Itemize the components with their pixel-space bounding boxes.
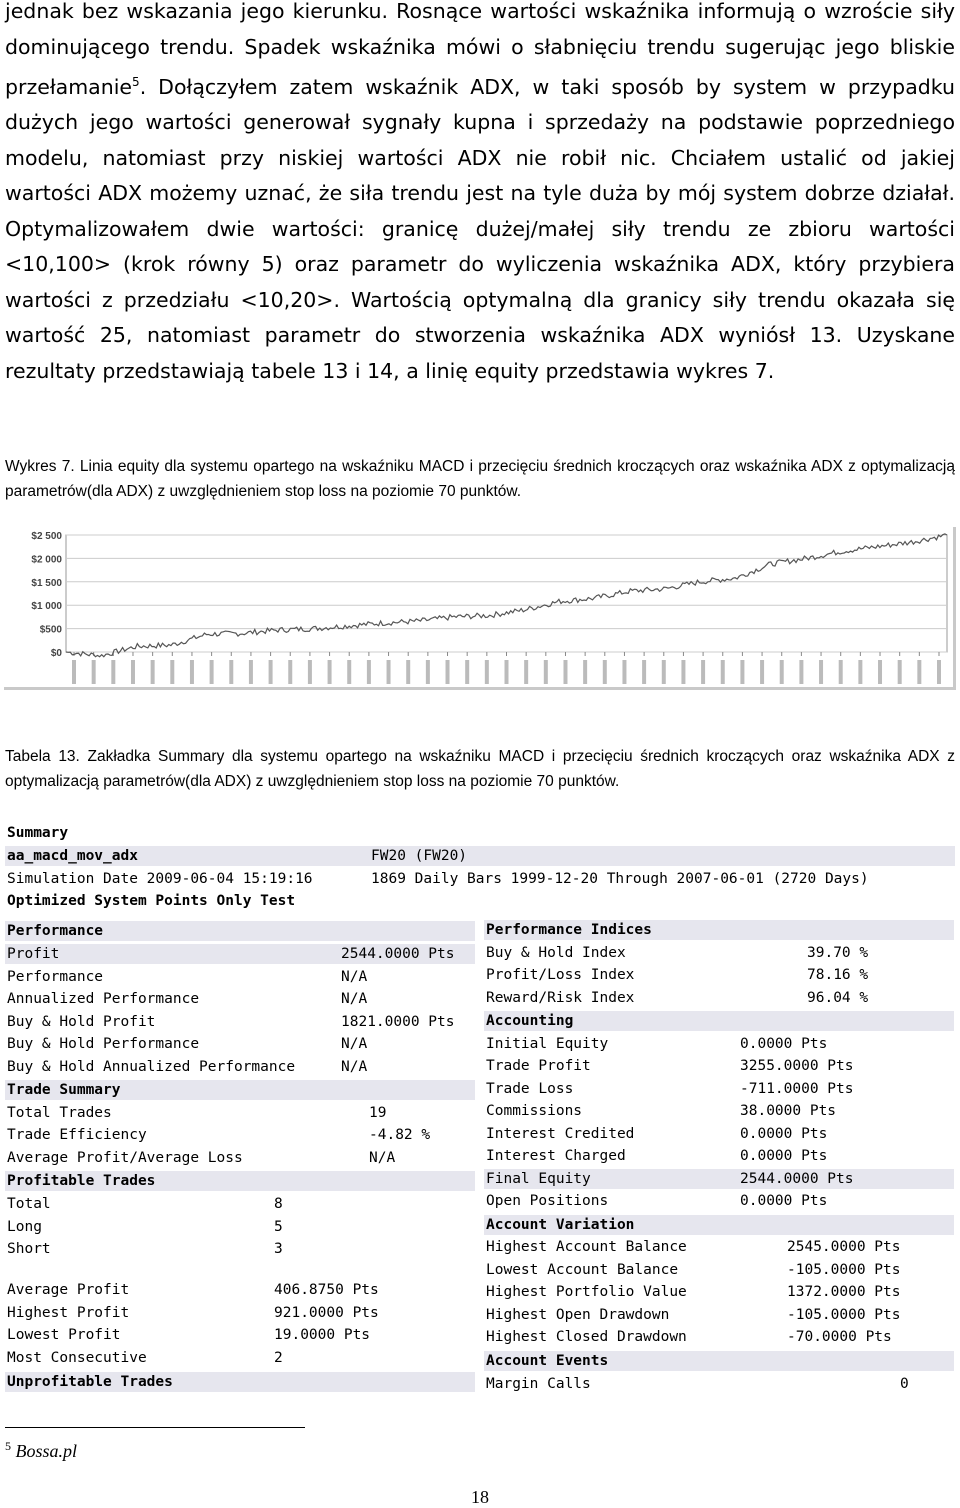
row-label: Final Equity bbox=[486, 1171, 591, 1187]
paragraph-part-1: jednak bez wskazania jego kierunku. Rosnące wartości wskaźnika informują o wzroście siły dominującego trendu. Spadek wskaźnika mówi o słabnięciu trendu sugerując jego bliskie przełamanie bbox=[5, 0, 955, 99]
x-tick-label bbox=[131, 660, 135, 684]
unprofitable-trades-header bbox=[5, 1372, 475, 1392]
table-row bbox=[484, 1101, 954, 1121]
table-row bbox=[484, 1191, 954, 1211]
body-paragraph bbox=[5, 0, 955, 389]
performance-header bbox=[5, 921, 475, 941]
unprofitable-trades-title: Unprofitable Trades bbox=[7, 1374, 173, 1390]
table-row bbox=[5, 1057, 475, 1077]
row-value: 3 bbox=[274, 1241, 283, 1257]
row-label: Profit/Loss Index bbox=[486, 967, 635, 983]
row-value: 2545.0000 Pts bbox=[787, 1239, 901, 1255]
x-tick-label bbox=[760, 660, 764, 684]
row-label: Interest Credited bbox=[486, 1126, 635, 1142]
x-tick-label bbox=[111, 660, 115, 684]
accounting-header bbox=[484, 1011, 954, 1031]
x-tick-label bbox=[898, 660, 902, 684]
row-value: 3255.0000 Pts bbox=[740, 1058, 854, 1074]
row-label: Long bbox=[7, 1219, 42, 1235]
table-row bbox=[484, 1034, 954, 1054]
account-variation-header bbox=[484, 1215, 954, 1235]
row-label: Lowest Account Balance bbox=[486, 1262, 679, 1278]
footnote-number: 5 bbox=[5, 1439, 11, 1453]
table-row bbox=[484, 943, 954, 963]
symbol-name: FW20 (FW20) bbox=[371, 848, 468, 864]
table-row bbox=[5, 1012, 475, 1032]
x-tick-label bbox=[465, 660, 469, 684]
x-tick-label bbox=[721, 660, 725, 684]
footnote bbox=[5, 1439, 77, 1462]
row-label: Highest Portfolio Value bbox=[486, 1284, 687, 1300]
x-tick-label bbox=[426, 660, 430, 684]
table-row bbox=[5, 1348, 475, 1368]
table-row bbox=[5, 1103, 475, 1123]
row-value: 0.0000 Pts bbox=[740, 1193, 828, 1209]
summary-title: Summary bbox=[7, 825, 69, 841]
x-tick-label bbox=[937, 660, 941, 684]
footnote-separator bbox=[5, 1427, 305, 1428]
bars-range: 1869 Daily Bars 1999-12-20 Through 2007-06-01 (2720 Days) bbox=[371, 871, 869, 887]
x-tick-label bbox=[367, 660, 371, 684]
equity-chart bbox=[4, 527, 956, 690]
row-label: Commissions bbox=[486, 1103, 583, 1119]
table-row bbox=[5, 1217, 475, 1237]
figure-caption: Wykres 7. Linia equity dla systemu opartego na wskaźniku MACD i przecięciu średnich kroczących oraz wskaźnika ADX z optymalizacją parametrów(dla ADX) z uwzględnieniem stop loss na poziomie 70 punktów. bbox=[5, 458, 955, 500]
table-row bbox=[484, 1169, 954, 1189]
account-events-header bbox=[484, 1351, 954, 1371]
system-name: aa_macd_mov_adx bbox=[7, 848, 138, 864]
x-tick-label bbox=[839, 660, 843, 684]
table-row bbox=[5, 967, 475, 987]
row-label: Performance bbox=[7, 969, 104, 985]
row-label: Total Trades bbox=[7, 1105, 112, 1121]
x-tick-label bbox=[524, 660, 528, 684]
x-tick-label bbox=[170, 660, 174, 684]
table-row bbox=[5, 944, 475, 964]
x-tick-label bbox=[878, 660, 882, 684]
accounting-title: Accounting bbox=[486, 1013, 574, 1029]
x-tick-label bbox=[642, 660, 646, 684]
table-row bbox=[5, 1148, 475, 1168]
x-tick-label bbox=[347, 660, 351, 684]
row-label: Highest Profit bbox=[7, 1305, 130, 1321]
x-tick-label bbox=[858, 660, 862, 684]
table-row bbox=[484, 965, 954, 985]
x-tick-label bbox=[72, 660, 76, 684]
row-value: 406.8750 Pts bbox=[274, 1282, 379, 1298]
row-label: Trade Profit bbox=[486, 1058, 591, 1074]
table-row bbox=[5, 1034, 475, 1054]
table-row bbox=[5, 1280, 475, 1300]
row-value: -70.0000 Pts bbox=[787, 1329, 892, 1345]
row-label: Highest Account Balance bbox=[486, 1239, 687, 1255]
simulation-date: Simulation Date 2009-06-04 15:19:16 bbox=[7, 871, 313, 887]
paragraph-part-2: . Dołączyłem zatem wskaźnik ADX, w taki sposób by system w przypadku dużych jego wartości generował sygnały kupna i sprzedaży na podstawie poprzedniego modelu, natomiast przy niskiej wartości ADX nie robił nic. Chciałem ustalić od jakiej wartości ADX możemy uznać, że siła trendu jest na tyle duża by mój system dobrze działał. Optymalizowałem dwie wartości: granicę dużej/małej siły trendu ze zbioru wartości <10,100> (krok równy 5) oraz parametr do wyliczenia wskaźnika ADX, który przybiera wartości z przedziału <10,20>. Wartością optymalną dla granicy siły trendu okazała się wartość 25, natomiast parametr do stworzenia wskaźnika ADX wyniósł 13. Uzyskane rezultaty przedstawiają tabele 13 i 14, a linię equity przedstawia wykres 7. bbox=[5, 74, 955, 383]
x-tick-label bbox=[603, 660, 607, 684]
y-tick-label: $2 000 bbox=[31, 554, 62, 566]
row-label: Lowest Profit bbox=[7, 1327, 121, 1343]
trade-summary-header bbox=[5, 1080, 475, 1100]
plot-area bbox=[66, 535, 947, 652]
table-row bbox=[484, 1260, 954, 1280]
page-number: 18 bbox=[471, 1487, 489, 1507]
row-value: 2544.0000 Pts bbox=[341, 946, 455, 962]
summary-title-row bbox=[5, 823, 955, 843]
equity-chart-svg bbox=[4, 527, 953, 687]
table-row bbox=[5, 1239, 475, 1259]
row-value: N/A bbox=[341, 1036, 368, 1052]
system-row bbox=[5, 846, 955, 866]
table-row bbox=[484, 1282, 954, 1302]
row-value: 0.0000 Pts bbox=[740, 1126, 828, 1142]
account-events-title: Account Events bbox=[486, 1353, 609, 1369]
x-tick-label bbox=[563, 660, 567, 684]
table-row bbox=[484, 1146, 954, 1166]
x-tick-label bbox=[917, 660, 921, 684]
row-value: 19.0000 Pts bbox=[274, 1327, 371, 1343]
table-row bbox=[484, 1124, 954, 1144]
row-value: 0 bbox=[900, 1376, 909, 1392]
row-label: Average Profit bbox=[7, 1282, 130, 1298]
right-column bbox=[484, 920, 954, 1398]
performance-title: Performance bbox=[7, 923, 104, 939]
row-value: -711.0000 Pts bbox=[740, 1081, 854, 1097]
y-tick-label: $2 500 bbox=[31, 531, 62, 542]
row-label: Annualized Performance bbox=[7, 991, 200, 1007]
test-type: Optimized System Points Only Test bbox=[7, 893, 296, 909]
row-label: Buy & Hold Annualized Performance bbox=[7, 1059, 296, 1075]
row-label: Highest Open Drawdown bbox=[486, 1307, 670, 1323]
row-label: Trade Loss bbox=[486, 1081, 574, 1097]
x-tick-label bbox=[308, 660, 312, 684]
x-tick-label bbox=[288, 660, 292, 684]
table-row bbox=[484, 1056, 954, 1076]
x-tick-label bbox=[446, 660, 450, 684]
footnote-reference: 5 bbox=[132, 75, 140, 89]
row-label: Initial Equity bbox=[486, 1036, 609, 1052]
row-value: -105.0000 Pts bbox=[787, 1307, 901, 1323]
row-value: N/A bbox=[341, 969, 368, 985]
x-tick-label bbox=[406, 660, 410, 684]
row-value: N/A bbox=[341, 991, 368, 1007]
row-value: 1821.0000 Pts bbox=[341, 1014, 455, 1030]
x-tick-label bbox=[229, 660, 233, 684]
x-tick-label bbox=[740, 660, 744, 684]
y-tick-label: $1 000 bbox=[31, 601, 62, 613]
x-tick-label bbox=[662, 660, 666, 684]
row-value: 921.0000 Pts bbox=[274, 1305, 379, 1321]
test-row bbox=[5, 891, 955, 911]
profitable-trades-title: Profitable Trades bbox=[7, 1173, 156, 1189]
table-row bbox=[484, 988, 954, 1008]
row-label: Short bbox=[7, 1241, 51, 1257]
row-label: Highest Closed Drawdown bbox=[486, 1329, 687, 1345]
row-value: 38.0000 Pts bbox=[740, 1103, 837, 1119]
row-value: 8 bbox=[274, 1196, 283, 1212]
row-value: 78.16 % bbox=[807, 967, 869, 983]
row-label: Trade Efficiency bbox=[7, 1127, 147, 1143]
row-value: 19 bbox=[369, 1105, 387, 1121]
x-tick-label bbox=[269, 660, 273, 684]
row-value: 96.04 % bbox=[807, 990, 869, 1006]
row-label: Open Positions bbox=[486, 1193, 609, 1209]
row-label: Buy & Hold Profit bbox=[7, 1014, 156, 1030]
table-row bbox=[5, 1194, 475, 1214]
x-tick-label bbox=[701, 660, 705, 684]
trade-summary-title: Trade Summary bbox=[7, 1082, 121, 1098]
row-value: 2 bbox=[274, 1350, 283, 1366]
profitable-trades-header bbox=[5, 1171, 475, 1191]
y-tick-label: $0 bbox=[50, 648, 62, 659]
x-tick-label bbox=[681, 660, 685, 684]
row-label: Reward/Risk Index bbox=[486, 990, 635, 1006]
x-tick-label bbox=[819, 660, 823, 684]
row-label: Average Profit/Average Loss bbox=[7, 1150, 243, 1166]
row-value: -4.82 % bbox=[369, 1127, 431, 1143]
x-tick-label bbox=[622, 660, 626, 684]
row-value: 0.0000 Pts bbox=[740, 1036, 828, 1052]
table-row bbox=[484, 1374, 954, 1394]
row-value: N/A bbox=[369, 1150, 396, 1166]
simulation-row bbox=[5, 869, 955, 889]
summary-table bbox=[5, 823, 955, 913]
row-value: 1372.0000 Pts bbox=[787, 1284, 901, 1300]
table-row bbox=[484, 1305, 954, 1325]
row-label: Most Consecutive bbox=[7, 1350, 147, 1366]
row-label: Buy & Hold Performance bbox=[7, 1036, 200, 1052]
performance-indices-title: Performance Indices bbox=[486, 922, 652, 938]
performance-indices-header bbox=[484, 920, 954, 940]
y-tick-label: $1 500 bbox=[31, 577, 62, 589]
row-value: 0.0000 Pts bbox=[740, 1148, 828, 1164]
table-row bbox=[5, 1125, 475, 1145]
x-tick-label bbox=[328, 660, 332, 684]
row-label: Interest Charged bbox=[486, 1148, 626, 1164]
x-tick-label bbox=[799, 660, 803, 684]
row-value: -105.0000 Pts bbox=[787, 1262, 901, 1278]
x-tick-label bbox=[151, 660, 155, 684]
x-tick-label bbox=[387, 660, 391, 684]
table-row bbox=[484, 1237, 954, 1257]
x-tick-label bbox=[210, 660, 214, 684]
row-value: 5 bbox=[274, 1219, 283, 1235]
table-row bbox=[5, 989, 475, 1009]
x-tick-label bbox=[583, 660, 587, 684]
row-label: Profit bbox=[7, 946, 60, 962]
y-tick-label: $500 bbox=[39, 624, 62, 636]
table-row bbox=[5, 1325, 475, 1345]
table-row bbox=[5, 1303, 475, 1323]
table-row bbox=[484, 1327, 954, 1347]
x-tick-label bbox=[249, 660, 253, 684]
row-value: 2544.0000 Pts bbox=[740, 1171, 854, 1187]
footnote-text: Bossa.pl bbox=[15, 1441, 78, 1461]
x-tick-label bbox=[485, 660, 489, 684]
row-value: 39.70 % bbox=[807, 945, 869, 961]
x-tick-label bbox=[190, 660, 194, 684]
left-column bbox=[5, 921, 475, 1396]
row-value: N/A bbox=[341, 1059, 368, 1075]
row-label: Buy & Hold Index bbox=[486, 945, 626, 961]
x-tick-label bbox=[544, 660, 548, 684]
x-tick-label bbox=[505, 660, 509, 684]
x-tick-label bbox=[92, 660, 96, 684]
row-label: Total bbox=[7, 1196, 51, 1212]
table-caption: Tabela 13. Zakładka Summary dla systemu opartego na wskaźniku MACD i przecięciu średnich kroczących oraz wskaźnika ADX z optymalizacją parametrów(dla ADX) z uwzględnieniem stop loss na poziomie 70 punktów. bbox=[5, 748, 955, 790]
row-label: Margin Calls bbox=[486, 1376, 591, 1392]
account-variation-title: Account Variation bbox=[486, 1217, 635, 1233]
x-tick-label bbox=[780, 660, 784, 684]
table-row bbox=[484, 1079, 954, 1099]
